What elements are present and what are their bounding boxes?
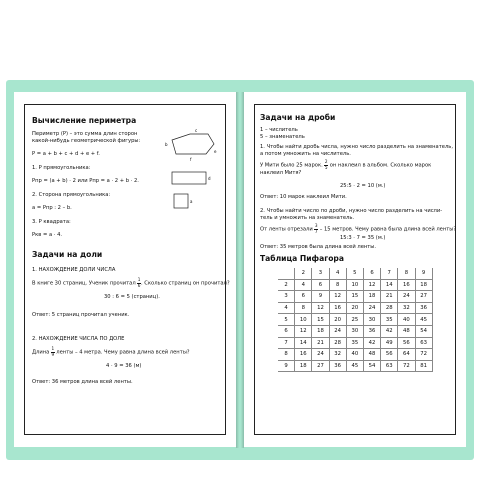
pythagoras-cell: 40: [398, 314, 415, 326]
perimeter-rectangle-label: 1. P прямоугольника:: [32, 165, 91, 171]
fraction-1-6: $\frac{1}{6}$: [137, 277, 141, 288]
fractions-problem-1-calc: 25:5 · 2 = 10 (м.): [340, 183, 386, 189]
pythagoras-cell: 7: [381, 268, 398, 279]
fractions-legend-denominator: 5 – знаменатель: [260, 134, 305, 140]
pythagoras-cell: 81: [415, 360, 432, 372]
pythagoras-cell: 32: [329, 349, 346, 361]
pythagoras-row: [278, 325, 432, 337]
perimeter-definition-2: какой-нибудь геометрической фигуры:: [32, 138, 141, 144]
pythagoras-cell: 63: [415, 337, 432, 349]
pythagoras-cell: 21: [312, 337, 329, 349]
pythagoras-cell: 16: [329, 302, 346, 314]
left-page: [14, 92, 236, 447]
pythagoras-cell: 8: [398, 268, 415, 279]
hexagon-figure: [172, 134, 214, 154]
pythagoras-cell: 16: [295, 349, 312, 361]
fractions-problem-1: У Мити было 25 марок. $\frac{2}{5}$ он наклеил в альбом. Сколько марок: [260, 159, 432, 170]
fraction-3-7: $\frac{3}{7}$: [314, 223, 318, 234]
perimeter-formula: P = a + b + c + d + e + f.: [32, 151, 100, 157]
share-section-2-problem: Длина $\frac{1}{9}$ ленты – 4 метра. Чему равна длина всей ленты?: [32, 346, 190, 357]
pythagoras-cell: 72: [398, 360, 415, 372]
pythagoras-cell: 18: [415, 279, 432, 291]
pythagoras-cell: 49: [381, 337, 398, 349]
square-perimeter-formula: Pкв = a · 4.: [32, 232, 63, 238]
fractions-title: Задачи на дроби: [260, 113, 336, 122]
pythagoras-cell: 36: [415, 302, 432, 314]
pythagoras-row: [278, 279, 432, 291]
perimeter-rectangle-formula: Pпр = (a + b) · 2 или Pпр = a · 2 + b · 2.: [32, 178, 139, 184]
figure-label-b: b: [165, 142, 168, 147]
pythagoras-cell: 9: [312, 291, 329, 303]
fractions-problem-2-answer: Ответ: 35 метров была длина всей ленты.: [260, 244, 377, 250]
pythagoras-cell: 6: [295, 291, 312, 303]
pythagoras-cell: 28: [329, 337, 346, 349]
pythagoras-cell: 2: [278, 279, 295, 291]
pythagoras-cell: 15: [346, 291, 363, 303]
pythagoras-cell: 14: [381, 279, 398, 291]
pythagoras-cell: 16: [398, 279, 415, 291]
share-section-2-calc: 4 · 9 = 36 (м): [106, 363, 142, 369]
pythagoras-cell: 8: [329, 279, 346, 291]
pythagoras-cell: 24: [312, 349, 329, 361]
pythagoras-row: [278, 314, 432, 326]
pythagoras-cell: 10: [295, 314, 312, 326]
pythagoras-cell: 12: [329, 291, 346, 303]
pythagoras-cell: 28: [381, 302, 398, 314]
pythagoras-cell: 36: [329, 360, 346, 372]
pythagoras-cell: 35: [381, 314, 398, 326]
pythagoras-cell: 12: [295, 325, 312, 337]
pythagoras-cell: 6: [363, 268, 380, 279]
figure-label-f: f: [190, 157, 192, 162]
pythagoras-cell: 36: [363, 325, 380, 337]
pythagoras-cell: 30: [363, 314, 380, 326]
pythagoras-cell: 8: [278, 349, 295, 361]
pythagoras-cell: 25: [346, 314, 363, 326]
pythagoras-cell: 15: [312, 314, 329, 326]
pythagoras-cell: 12: [312, 302, 329, 314]
pythagoras-cell: 48: [398, 325, 415, 337]
pythagoras-cell: [278, 268, 295, 279]
fractions-rule-1-line-2: а потом умножить на числитель.: [260, 151, 351, 157]
rectangle-figure: [172, 172, 206, 184]
pythagoras-cell: 48: [363, 349, 380, 361]
figure-label-c: c: [195, 128, 198, 133]
share-section-2-heading: 2. НАХОЖДЕНИЕ ЧИСЛА ПО ДОЛЕ: [32, 336, 125, 342]
rectangle-side-label: 2. Сторона прямоугольника:: [32, 192, 111, 198]
pythagoras-cell: 2: [295, 268, 312, 279]
fractions-problem-1-question: наклеил Митя?: [260, 170, 302, 176]
fractions-problem-1-answer: Ответ: 10 марок наклеил Мити.: [260, 194, 347, 200]
pythagoras-cell: 56: [398, 337, 415, 349]
pythagoras-cell: 24: [363, 302, 380, 314]
share-section-1-heading: 1. НАХОЖДЕНИЕ ДОЛИ ЧИСЛА: [32, 267, 116, 273]
pythagoras-cell: 9: [278, 360, 295, 372]
square-perimeter-label: 3. P квадрата:: [32, 219, 71, 225]
pythagoras-cell: 14: [295, 337, 312, 349]
right-page: [244, 92, 466, 447]
pythagoras-cell: 24: [329, 325, 346, 337]
pythagoras-row: [278, 360, 432, 372]
pythagoras-title: Таблица Пифагора: [260, 254, 344, 263]
pythagoras-cell: 5: [278, 314, 295, 326]
pythagoras-cell: 18: [295, 360, 312, 372]
pythagoras-cell: 56: [381, 349, 398, 361]
pythagoras-cell: 42: [363, 337, 380, 349]
pythagoras-cell: 4: [278, 302, 295, 314]
pythagoras-row: [278, 337, 432, 349]
fractions-rule-1-line-1: 1. Чтобы найти дробь числа, нужно число разделить на знаменатель,: [260, 144, 453, 150]
fractions-problem-2-calc: 15:3 · 7 = 35 (м.): [340, 235, 386, 241]
pythagoras-cell: 63: [381, 360, 398, 372]
pythagoras-cell: 6: [312, 279, 329, 291]
pythagoras-cell: 24: [398, 291, 415, 303]
share-title: Задачи на доли: [32, 250, 103, 259]
pythagoras-cell: 4: [329, 268, 346, 279]
pythagoras-row: [278, 291, 432, 303]
share-section-1-calc: 30 : 6 = 5 (страниц).: [104, 294, 160, 300]
pythagoras-cell: 45: [415, 314, 432, 326]
geometry-figures: [162, 126, 222, 210]
share-section-1-problem: В книге 30 страниц. Ученик прочитал $\frac{1}{6}$ . Сколько страниц он прочитал?: [32, 277, 230, 288]
fractions-rule-2-line-2: тель и умножить на знаменатель.: [260, 215, 355, 221]
pythagoras-cell: 54: [363, 360, 380, 372]
pythagoras-cell: 18: [363, 291, 380, 303]
share-section-2-answer: Ответ: 36 метров длина всей ленты.: [32, 379, 133, 385]
pythagoras-cell: 64: [398, 349, 415, 361]
pythagoras-cell: 20: [346, 302, 363, 314]
pythagoras-cell: 6: [278, 325, 295, 337]
pythagoras-table: [278, 268, 433, 372]
pythagoras-cell: 27: [415, 291, 432, 303]
fraction-2-5: $\frac{2}{5}$: [324, 159, 328, 170]
pythagoras-cell: 20: [329, 314, 346, 326]
pythagoras-cell: 5: [346, 268, 363, 279]
fraction-1-9: $\frac{1}{9}$: [51, 346, 55, 357]
rectangle-side-formula: a = Pпр : 2 – b.: [32, 205, 72, 211]
figure-label-e: e: [214, 149, 217, 154]
pythagoras-cell: 9: [415, 268, 432, 279]
pythagoras-cell: 3: [312, 268, 329, 279]
perimeter-definition-1: Периметр (P) – это сумма длин сторон: [32, 131, 138, 137]
pythagoras-cell: 27: [312, 360, 329, 372]
pythagoras-cell: 45: [346, 360, 363, 372]
pythagoras-row: [278, 268, 432, 279]
pythagoras-cell: 7: [278, 337, 295, 349]
pythagoras-cell: 32: [398, 302, 415, 314]
fractions-legend-numerator: 1 – числитель: [260, 127, 298, 133]
pythagoras-cell: 54: [415, 325, 432, 337]
figure-label-a: a: [190, 199, 193, 204]
pythagoras-cell: 30: [346, 325, 363, 337]
share-section-1-answer: Ответ: 5 страниц прочитал ученик.: [32, 312, 130, 318]
pythagoras-cell: 21: [381, 291, 398, 303]
pythagoras-cell: 4: [295, 279, 312, 291]
square-figure: [174, 194, 188, 208]
pythagoras-cell: 40: [346, 349, 363, 361]
pythagoras-cell: 42: [381, 325, 398, 337]
figure-label-d: d: [208, 176, 211, 181]
pythagoras-cell: 3: [278, 291, 295, 303]
pythagoras-cell: 18: [312, 325, 329, 337]
pythagoras-cell: 10: [346, 279, 363, 291]
perimeter-title: Вычисление периметра: [32, 116, 137, 125]
fractions-problem-2: От ленты отрезали $\frac{3}{7}$ – 15 метров. Чему равна была длина всей ленты?: [260, 223, 457, 234]
pythagoras-cell: 72: [415, 349, 432, 361]
book-spine: [236, 92, 244, 448]
pythagoras-cell: 8: [295, 302, 312, 314]
pythagoras-cell: 35: [346, 337, 363, 349]
pythagoras-row: [278, 302, 432, 314]
fractions-rule-2-line-1: 2. Чтобы найти число по дроби, нужно число разделить на числи-: [260, 208, 443, 214]
pythagoras-cell: 12: [363, 279, 380, 291]
pythagoras-row: [278, 349, 432, 361]
